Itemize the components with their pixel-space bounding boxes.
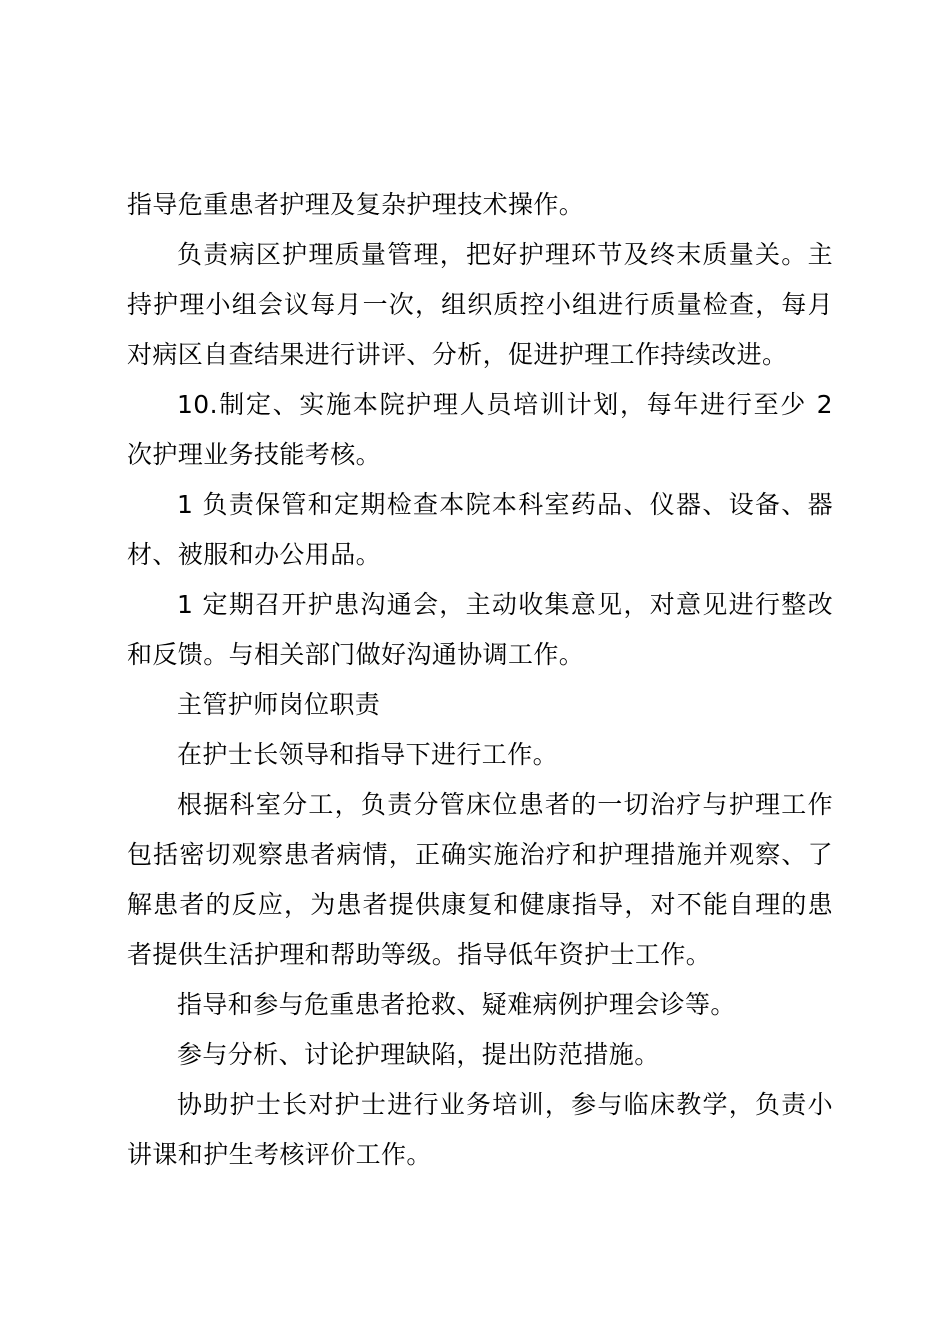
- paragraph: 10.制定、实施本院护理人员培训计划，每年进行至少 2 次护理业务技能考核。: [127, 390, 833, 469]
- paragraph: 指导危重患者护理及复杂护理技术操作。: [127, 190, 585, 219]
- paragraph: 1 定期召开护患沟通会，主动收集意见，对意见进行整改和反馈。与相关部门做好沟通协调工作。: [127, 590, 833, 669]
- paragraph: 参与分析、讨论护理缺陷，提出防范措施。: [177, 1040, 660, 1069]
- section-heading: 主管护师岗位职责: [177, 690, 381, 719]
- paragraph: 负责病区护理质量管理，把好护理环节及终末质量关。主持护理小组会议每月一次，组织质控小组进行质量检查，每月对病区自查结果进行讲评、分析，促进护理工作持续改进。: [127, 240, 833, 369]
- paragraph: 根据科室分工，负责分管床位患者的一切治疗与护理工作包括密切观察患者病情，正确实施治疗和护理措施并观察、了解患者的反应，为患者提供康复和健康指导，对不能自理的患者提供生活护理和帮助等级。指导低年资护士工作。: [127, 790, 833, 969]
- paragraph: 1 负责保管和定期检查本院本科室药品、仪器、设备、器材、被服和办公用品。: [127, 490, 833, 569]
- paragraph: 指导和参与危重患者抢救、疑难病例护理会诊等。: [177, 990, 736, 1019]
- document-body: [127, 180, 833, 1180]
- paragraph: 协助护士长对护士进行业务培训，参与临床教学，负责小讲课和护生考核评价工作。: [127, 1090, 833, 1169]
- paragraph: 在护士长领导和指导下进行工作。: [177, 740, 559, 769]
